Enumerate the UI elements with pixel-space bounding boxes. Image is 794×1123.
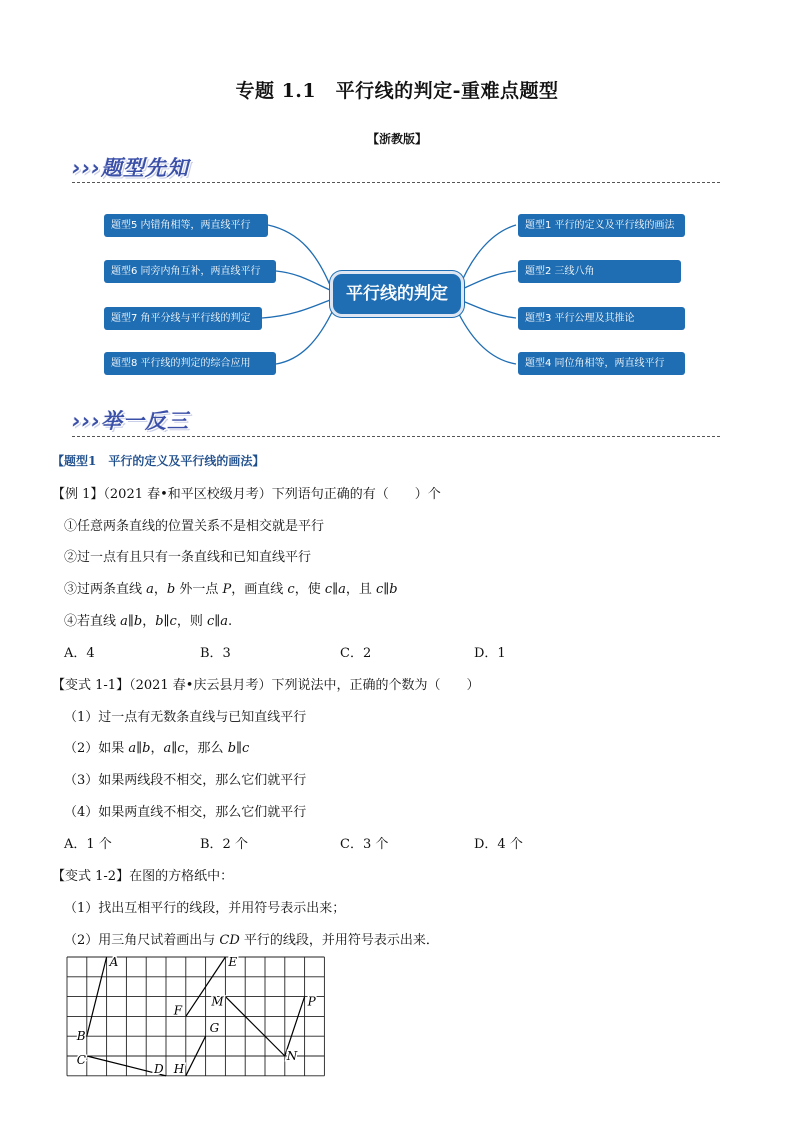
point-label-E: E (228, 955, 238, 969)
segment-NP (285, 997, 305, 1056)
question-stem: 【例 1】（2021 春•和平区校级月考）下列语句正确的有（ ）个 (52, 487, 441, 502)
mindmap-right-item: 题型2 三线八角 (518, 260, 681, 283)
mindmap-left-item: 题型8 平行线的判定的综合应用 (104, 352, 276, 375)
statement: ④若直线 a∥b，b∥c，则 c∥a. (64, 614, 233, 629)
option-c: C．3 个 (340, 837, 389, 852)
statement: （2）如果 a∥b，a∥c，那么 b∥c (64, 741, 250, 756)
mindmap-right-item: 题型4 同位角相等，两直线平行 (518, 352, 685, 375)
point-label-H: H (173, 1061, 185, 1076)
statement: （1）过一点有无数条直线与已知直线平行 (64, 710, 307, 725)
mindmap-right-item: 题型3 平行公理及其推论 (518, 307, 685, 330)
point-label-G: G (209, 1021, 220, 1036)
banner-overview: ›››题型先知 (72, 156, 189, 180)
statement: （4）如果两直线不相交，那么它们就平行 (64, 805, 307, 820)
section-heading: 【题型1 平行的定义及平行线的画法】 (52, 454, 265, 468)
question-stem: 【变式 1-2】在图的方格纸中： (52, 869, 234, 884)
mindmap-left-item: 题型6 同旁内角互补，两直线平行 (104, 260, 276, 283)
point-label-N: N (286, 1049, 298, 1063)
point-label-D: D (154, 1061, 164, 1076)
mindmap-center: 平行线的判定 (330, 271, 464, 317)
grid-figure (60, 952, 340, 1080)
question-stem: 【变式 1-1】（2021 春•庆云县月考）下列说法中，正确的个数为（ ） (52, 678, 480, 693)
point-label-F: F (173, 1003, 183, 1018)
statement: ③过两条直线 a，b 外一点 P，画直线 c，使 c∥a，且 c∥b (64, 582, 398, 597)
option-b: B．3 (200, 646, 231, 661)
mindmap-right-item: 题型1 平行的定义及平行线的画法 (518, 214, 685, 237)
point-label-P: P (307, 994, 316, 1009)
option-a: A．1 个 (64, 837, 112, 852)
option-c: C．2 (340, 646, 372, 661)
mindmap-left-item: 题型5 内错角相等，两直线平行 (104, 214, 268, 237)
point-label-B: B (76, 1029, 86, 1044)
statement: ②过一点有且只有一条直线和已知直线平行 (64, 550, 312, 565)
edition-label: 【浙教版】 (366, 132, 427, 146)
banner-practice: ›››举一反三 (72, 409, 189, 433)
point-label-A: A (109, 955, 119, 969)
option-d: D．1 (474, 646, 506, 661)
statement: （1）找出互相平行的线段，并用符号表示出来； (64, 901, 346, 916)
statement: （3）如果两线段不相交，那么它们就平行 (64, 773, 307, 788)
segment-MN (225, 997, 284, 1056)
mindmap-left-item: 题型7 角平分线与平行线的判定 (104, 307, 262, 330)
statement: （2）用三角尺试着画出与 CD 平行的线段，并用符号表示出来． (64, 933, 439, 948)
divider (72, 182, 720, 183)
statement: ①任意两条直线的位置关系不是相交就是平行 (64, 519, 325, 534)
page-title: 专题 1.1 平行线的判定-重难点题型 (235, 80, 559, 102)
divider (72, 436, 720, 437)
option-a: A．4 (64, 646, 95, 661)
point-label-M: M (211, 994, 224, 1009)
option-b: B．2 个 (200, 837, 248, 852)
point-label-C: C (76, 1053, 86, 1067)
option-d: D．4 个 (474, 837, 523, 852)
